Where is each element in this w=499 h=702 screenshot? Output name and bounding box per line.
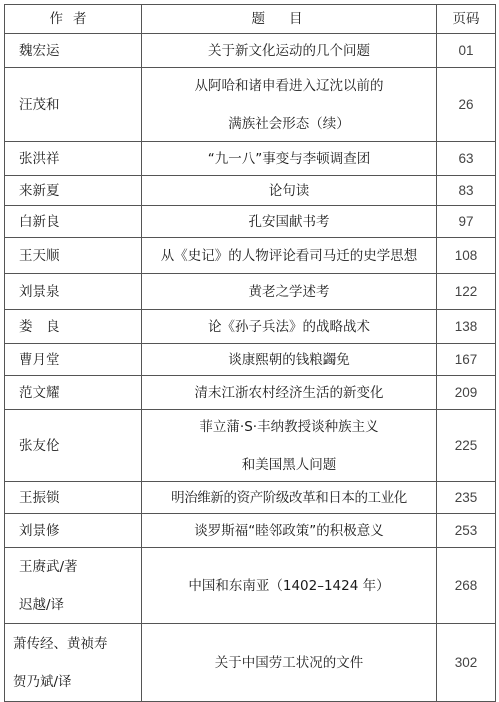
article-title-line2: 和美国黑人问题 <box>241 456 337 473</box>
author-cell <box>5 176 142 206</box>
article-title: “九一八”事变与李顿调查团 <box>207 150 371 167</box>
page-number: 83 <box>437 176 496 206</box>
article-title-line1: 从阿哈和诸申看进入辽沈以前的 <box>194 77 384 94</box>
author-cell <box>5 274 142 310</box>
translator-name: 贺乃斌/译 <box>13 673 72 690</box>
author-cell <box>5 238 142 274</box>
page-number: 122 <box>437 274 496 310</box>
article-title: 明治维新的资产阶级改革和日本的工业化 <box>171 489 407 506</box>
author-cell <box>5 410 142 482</box>
author-cell <box>5 34 142 68</box>
page-number: 01 <box>437 34 496 68</box>
title-cell <box>142 548 437 624</box>
title-cell <box>142 274 437 310</box>
author-cell <box>5 68 142 142</box>
table-row <box>5 142 496 176</box>
author-name: 刘景修 <box>19 522 60 539</box>
page-number: 167 <box>437 344 496 376</box>
author-cell <box>5 376 142 410</box>
article-title: 谈罗斯福“睦邻政策”的积极意义 <box>194 522 384 539</box>
article-title: 从《史记》的人物评论看司马迁的史学思想 <box>160 247 418 264</box>
author-name: 张友伦 <box>19 437 60 454</box>
line-gap <box>13 654 137 672</box>
line-gap <box>146 437 432 455</box>
title-cell <box>142 238 437 274</box>
title-cell <box>142 142 437 176</box>
author-cell <box>5 206 142 238</box>
author-name: 魏宏运 <box>19 42 60 59</box>
header-title: 题目 <box>142 5 437 34</box>
page-number: 209 <box>437 376 496 410</box>
table-row <box>5 482 496 514</box>
table-row <box>5 310 496 344</box>
author-name: 张洪祥 <box>19 150 60 167</box>
table-row <box>5 514 496 548</box>
title-cell <box>142 344 437 376</box>
line-gap <box>146 96 432 114</box>
author-name: 汪茂和 <box>19 96 60 113</box>
author-name: 娄 良 <box>19 318 60 335</box>
table-row <box>5 176 496 206</box>
page-number: 253 <box>437 514 496 548</box>
author-cell <box>5 344 142 376</box>
title-cell <box>142 514 437 548</box>
article-title-line2: 满族社会形态（续） <box>228 115 350 132</box>
article-title: 谈康熙朝的钱粮蠲免 <box>228 351 350 368</box>
line-gap <box>19 577 137 595</box>
author-cell <box>5 142 142 176</box>
header-row <box>5 5 496 34</box>
author-name: 王赓武/著 <box>19 558 78 575</box>
title-cell <box>142 68 437 142</box>
article-title: 论句读 <box>268 182 310 199</box>
article-title: 中国和东南亚（1402–1424 年） <box>188 577 390 594</box>
table-row <box>5 274 496 310</box>
table-row <box>5 34 496 68</box>
page-number: 26 <box>437 68 496 142</box>
title-cell <box>142 410 437 482</box>
author-cell <box>5 310 142 344</box>
table-row <box>5 238 496 274</box>
header-page: 页码 <box>437 5 496 34</box>
author-name: 白新良 <box>19 213 60 230</box>
page-number: 97 <box>437 206 496 238</box>
author-cell <box>5 548 142 624</box>
title-cell <box>142 310 437 344</box>
title-cell <box>142 482 437 514</box>
title-cell <box>142 206 437 238</box>
page-number: 63 <box>437 142 496 176</box>
author-cell <box>5 624 142 702</box>
page-number: 268 <box>437 548 496 624</box>
page-number: 302 <box>437 624 496 702</box>
author-name: 萧传经、黄祯寿 <box>13 635 108 652</box>
article-title: 关于新文化运动的几个问题 <box>208 42 370 59</box>
author-name: 王振锁 <box>19 489 60 506</box>
table-row <box>5 344 496 376</box>
author-cell <box>5 482 142 514</box>
article-title: 黄老之学述考 <box>248 283 330 300</box>
article-title: 清末江浙农村经济生活的新变化 <box>194 384 384 401</box>
table-row <box>5 206 496 238</box>
author-name: 范文耀 <box>19 384 60 401</box>
author-name: 来新夏 <box>19 182 60 199</box>
translator-name: 迟越/译 <box>19 596 65 613</box>
article-title: 孔安国献书考 <box>248 213 330 230</box>
author-cell <box>5 514 142 548</box>
table-row <box>5 624 496 702</box>
page-number: 108 <box>437 238 496 274</box>
header-author: 作者 <box>5 5 142 34</box>
table-of-contents <box>4 4 496 702</box>
page-number: 225 <box>437 410 496 482</box>
author-name: 刘景泉 <box>19 283 60 300</box>
title-cell <box>142 34 437 68</box>
table-row <box>5 410 496 482</box>
title-cell <box>142 376 437 410</box>
table-row <box>5 376 496 410</box>
page-number: 235 <box>437 482 496 514</box>
author-name: 曹月堂 <box>19 351 60 368</box>
table-row <box>5 68 496 142</box>
article-title: 论《孙子兵法》的战略战术 <box>208 318 370 335</box>
title-cell <box>142 624 437 702</box>
article-title-line1: 菲立蒲·S·丰纳教授谈种族主义 <box>199 418 379 435</box>
author-name: 王天顺 <box>19 247 60 264</box>
title-cell <box>142 176 437 206</box>
table-row <box>5 548 496 624</box>
article-title: 关于中国劳工状况的文件 <box>214 654 364 671</box>
page-number: 138 <box>437 310 496 344</box>
